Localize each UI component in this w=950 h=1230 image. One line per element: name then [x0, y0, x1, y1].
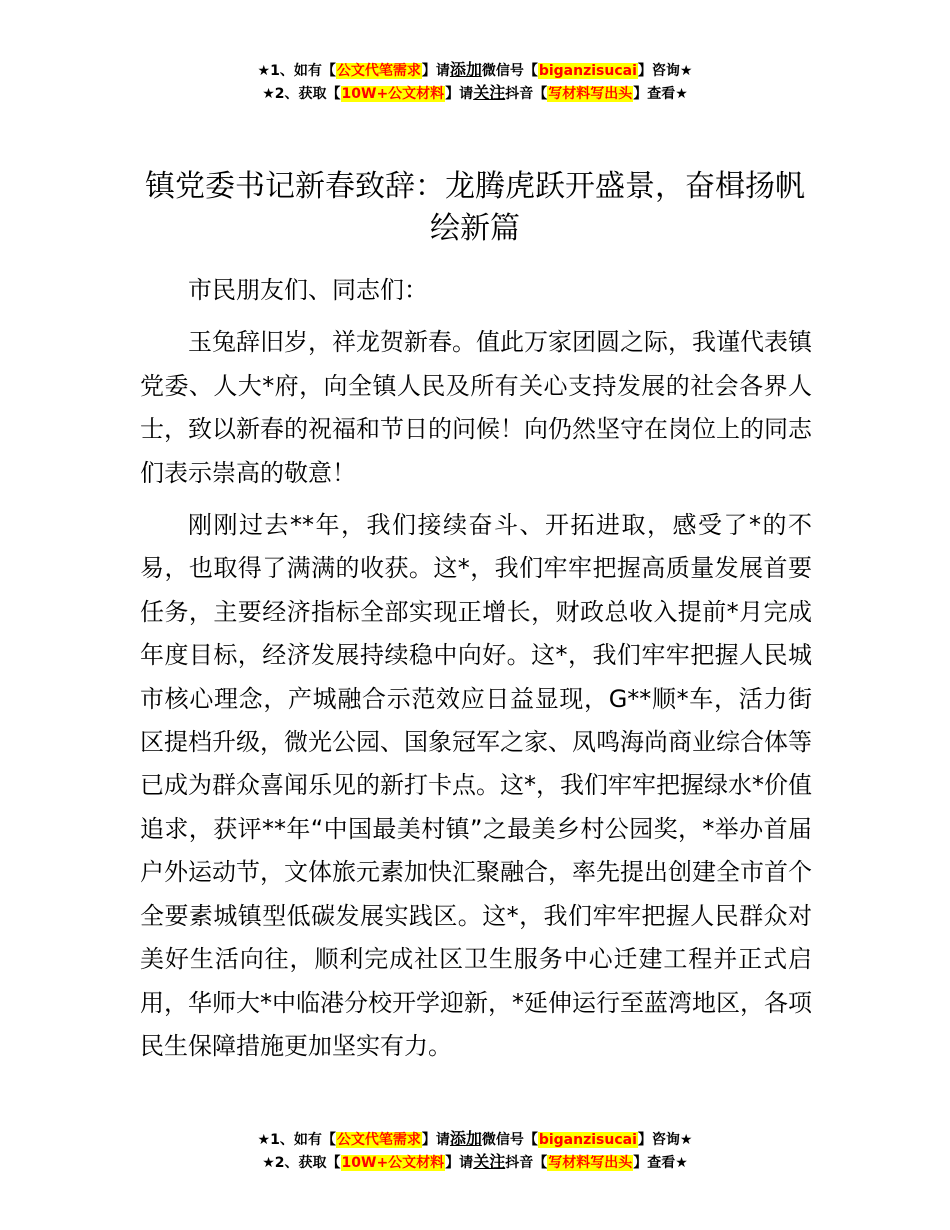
banner-text: 】查看★ [633, 86, 688, 102]
footer-banner [0, 1128, 950, 1174]
banner-text: ★2、获取【 [262, 86, 341, 102]
banner-text: 】请 [445, 86, 474, 102]
paragraph-2: 刚刚过去**年，我们接续奋斗、开拓进取，感受了*的不易，也取得了满满的收获。这*，我们牢牢把握高质量发展首要任务，主要经济指标全部实现正增长，财政总收入提前*月完成年度目标，经济发展持续稳中向好。这*，我们牢牢把握人民城市核心理念，产城融合示范效应日益显现，G**顺*车，活力街区提档升级，微光公园、国象冠军之家、凤鸣海尚商业综合体等已成为群众喜闻乐见的新打卡点。这*，我们牢牢把握绿水*价值追求，获评**年“中国最美村镇”之最美乡村公园奖，*举办首届户外运动节，文体旅元素加快汇聚融合，率先提出创建全市首个全要素城镇型低碳发展实践区。这*，我们牢牢把握人民群众对美好生活向往，顺利完成社区卫生服务中心迁建工程并正式启用，华师大*中临港分校开学迎新，*延伸运行至蓝湾地区，各项民生保障措施更加坚实有力。 [140, 511, 812, 1060]
banner-text: 微信号【 [481, 63, 538, 79]
banner-line-1 [0, 1128, 950, 1151]
banner-emphasis: 关注 [473, 1152, 506, 1171]
banner-text: 抖音【 [505, 1155, 548, 1171]
banner-text: ★1、如有【 [257, 63, 336, 79]
banner-text: ★2、获取【 [262, 1155, 341, 1171]
document-body [140, 269, 812, 1068]
banner-line-2 [0, 82, 950, 105]
banner-text: 】请 [445, 1155, 474, 1171]
banner-highlight: biganzisucai [538, 63, 637, 79]
header-banner [0, 59, 950, 105]
banner-emphasis: 添加 [449, 1129, 482, 1148]
greeting: 市民朋友们、同志们： [188, 276, 428, 304]
banner-text: 】咨询★ [637, 1132, 693, 1148]
banner-text: 】请 [421, 63, 450, 79]
document-title: 镇党委书记新春致辞：龙腾虎跃开盛景，奋楫扬帆绘新篇 [145, 169, 805, 246]
paragraph-1: 玉兔辞旧岁，祥龙贺新春。值此万家团圆之际，我谨代表镇党委、人大*府，向全镇人民及所有关心支持发展的社会各界人士，致以新春的祝福和节日的问候！向仍然坚守在岗位上的同志们表示崇高的敬意！ [140, 328, 812, 487]
banner-text: 】查看★ [633, 1155, 688, 1171]
banner-highlight: 10W+公文材料 [341, 1155, 445, 1171]
banner-highlight: 公文代笔需求 [336, 63, 421, 79]
banner-text: 微信号【 [481, 1132, 538, 1148]
banner-line-2 [0, 1151, 950, 1174]
banner-text: 】咨询★ [637, 63, 693, 79]
banner-highlight: 写材料写出头 [548, 1155, 633, 1171]
banner-highlight: 10W+公文材料 [341, 86, 445, 102]
banner-highlight: biganzisucai [538, 1132, 637, 1148]
banner-text: 】请 [421, 1132, 450, 1148]
banner-text: 抖音【 [505, 86, 548, 102]
banner-emphasis: 添加 [449, 60, 482, 79]
banner-highlight: 公文代笔需求 [336, 1132, 421, 1148]
banner-highlight: 写材料写出头 [548, 86, 633, 102]
banner-text: ★1、如有【 [257, 1132, 336, 1148]
banner-emphasis: 关注 [473, 83, 506, 102]
banner-line-1 [0, 59, 950, 82]
